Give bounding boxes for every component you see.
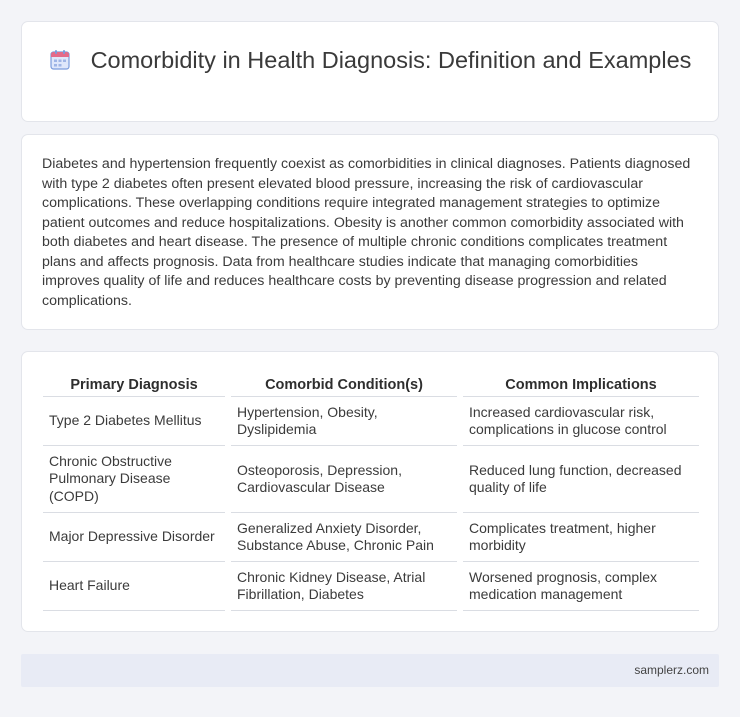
cell-primary-diagnosis: Chronic Obstructive Pulmonary Disease (COPD) [43,446,225,513]
footer-bar [21,654,719,687]
cell-primary-diagnosis: Major Depressive Disorder [43,513,225,562]
cell-common-implications: Worsened prognosis, complex medication management [463,562,699,611]
footer-brand-link[interactable]: samplerz.com [634,663,709,677]
table-row [43,446,699,513]
cell-comorbid-conditions: Chronic Kidney Disease, Atrial Fibrillation, Diabetes [231,562,457,611]
cell-primary-diagnosis: Type 2 Diabetes Mellitus [43,397,225,446]
intro-paragraph: Diabetes and hypertension frequently coexist as comorbidities in clinical diagnoses. Patients diagnosed with type 2 diabetes often present elevated blood pressure, increasing the risk of cardiovascular complications. These overlapping conditions require integrated management strategies to optimize patient outcomes and reduce hospitalizations. Obesity is another common comorbidity associated with both diabetes and heart disease. The presence of multiple chronic conditions complicates treatment plans and affects prognosis. Data from healthcare studies indicate that managing comorbidities improves quality of life and reduces healthcare costs by preventing disease progression and related complications. [42,156,691,309]
cell-comorbid-conditions: Osteoporosis, Depression, Cardiovascular Disease [231,446,457,513]
table-header-row [43,372,699,397]
cell-common-implications: Complicates treatment, higher morbidity [463,513,699,562]
cell-common-implications: Reduced lung function, decreased quality of life [463,446,699,513]
header-primary-diagnosis: Primary Diagnosis [43,372,225,397]
title-card [21,21,719,122]
header-comorbid-conditions: Comorbid Condition(s) [231,372,457,397]
table-row [43,513,699,562]
table-card [21,351,719,632]
cell-primary-diagnosis: Heart Failure [43,562,225,611]
table-row [43,562,699,611]
cell-comorbid-conditions: Generalized Anxiety Disorder, Substance Abuse, Chronic Pain [231,513,457,562]
page-title: Comorbidity in Health Diagnosis: Definition and Examples [90,47,692,73]
table-row [43,397,699,446]
header-common-implications: Common Implications [463,372,699,397]
intro-card [21,134,719,330]
comorbidity-table [37,372,705,611]
calendar-icon [49,49,71,71]
cell-comorbid-conditions: Hypertension, Obesity, Dyslipidemia [231,397,457,446]
cell-common-implications: Increased cardiovascular risk, complications in glucose control [463,397,699,446]
page-title-wrap [22,46,718,75]
